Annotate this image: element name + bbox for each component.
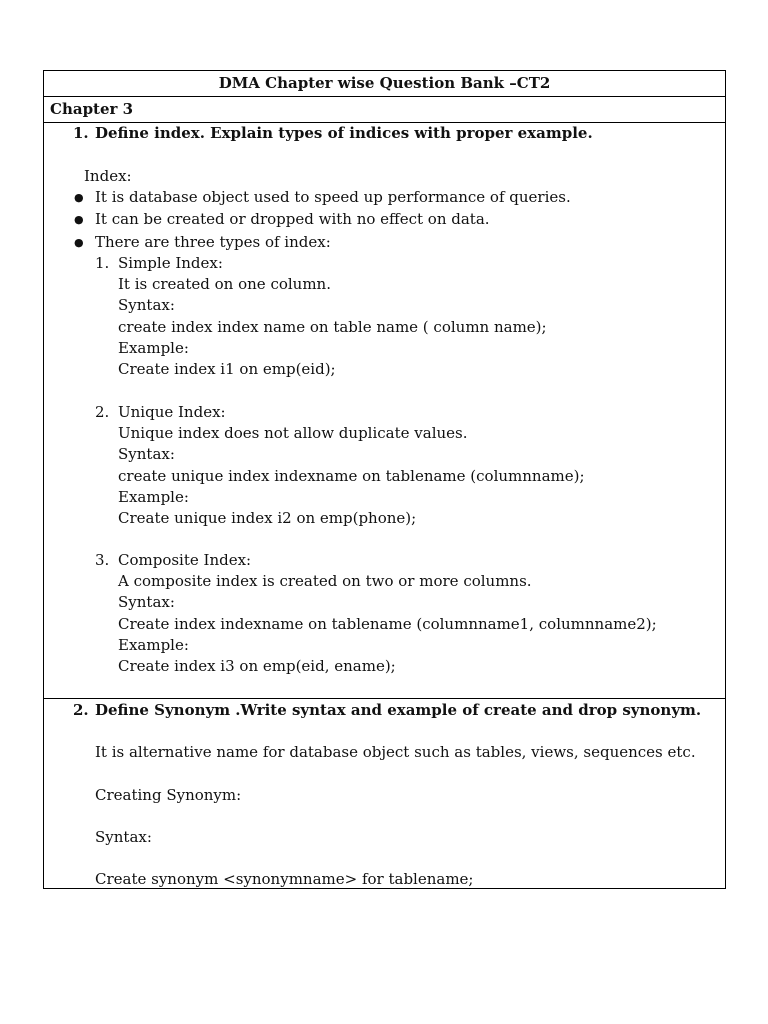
example-label: Example: (118, 339, 189, 357)
syntax-text: Create synonym <synonymname> for tablename; (95, 870, 474, 888)
type-number: 1. (95, 254, 110, 272)
creating-synonym-label: Creating Synonym: (95, 786, 242, 804)
example-label: Example: (118, 636, 189, 654)
question-2-number: 2. (73, 701, 89, 719)
syntax-label: Syntax: (118, 593, 175, 611)
example-text: Create index i1 on emp(eid); (118, 360, 336, 378)
index-label: Index: (84, 167, 132, 185)
syntax-text: create index index name on table name ( column name); (118, 318, 547, 336)
syntax-text: Create index indexname on tablename (columnname1, columnname2); (118, 615, 657, 633)
question-2-cell (43, 699, 726, 889)
syntax-text: create unique index indexname on tablename (columnname); (118, 467, 585, 485)
type-description: A composite index is created on two or more columns. (118, 572, 532, 590)
type-name: Simple Index: (118, 254, 223, 272)
bullet-item: There are three types of index: (95, 233, 331, 251)
synonym-definition: It is alternative name for database object such as tables, views, sequences etc. (95, 743, 696, 761)
question-bank-table (43, 70, 726, 889)
bullet-item: It can be created or dropped with no effect on data. (95, 210, 490, 228)
example-text: Create unique index i2 on emp(phone); (118, 509, 417, 527)
type-name: Unique Index: (118, 403, 226, 421)
bullet-icon: ● (74, 236, 84, 249)
type-name: Composite Index: (118, 551, 252, 569)
type-description: Unique index does not allow duplicate values. (118, 424, 468, 442)
syntax-label: Syntax: (118, 445, 175, 463)
example-text: Create index i3 on emp(eid, ename); (118, 657, 396, 675)
chapter-heading: Chapter 3 (43, 97, 726, 123)
type-number: 2. (95, 403, 110, 421)
bullet-icon: ● (74, 191, 84, 204)
type-description: It is created on one column. (118, 275, 331, 293)
syntax-label: Syntax: (95, 828, 152, 846)
type-number: 3. (95, 551, 110, 569)
question-2-heading: Define Synonym .Write syntax and example of create and drop synonym. (95, 701, 702, 719)
question-1-number: 1. (73, 124, 89, 142)
document-title: DMA Chapter wise Question Bank –CT2 (43, 70, 726, 97)
question-1-cell (43, 123, 726, 699)
bullet-icon: ● (74, 213, 84, 226)
example-label: Example: (118, 488, 189, 506)
question-1-heading: Define index. Explain types of indices with proper example. (95, 124, 593, 142)
bullet-item: It is database object used to speed up performance of queries. (95, 188, 571, 206)
syntax-label: Syntax: (118, 296, 175, 314)
